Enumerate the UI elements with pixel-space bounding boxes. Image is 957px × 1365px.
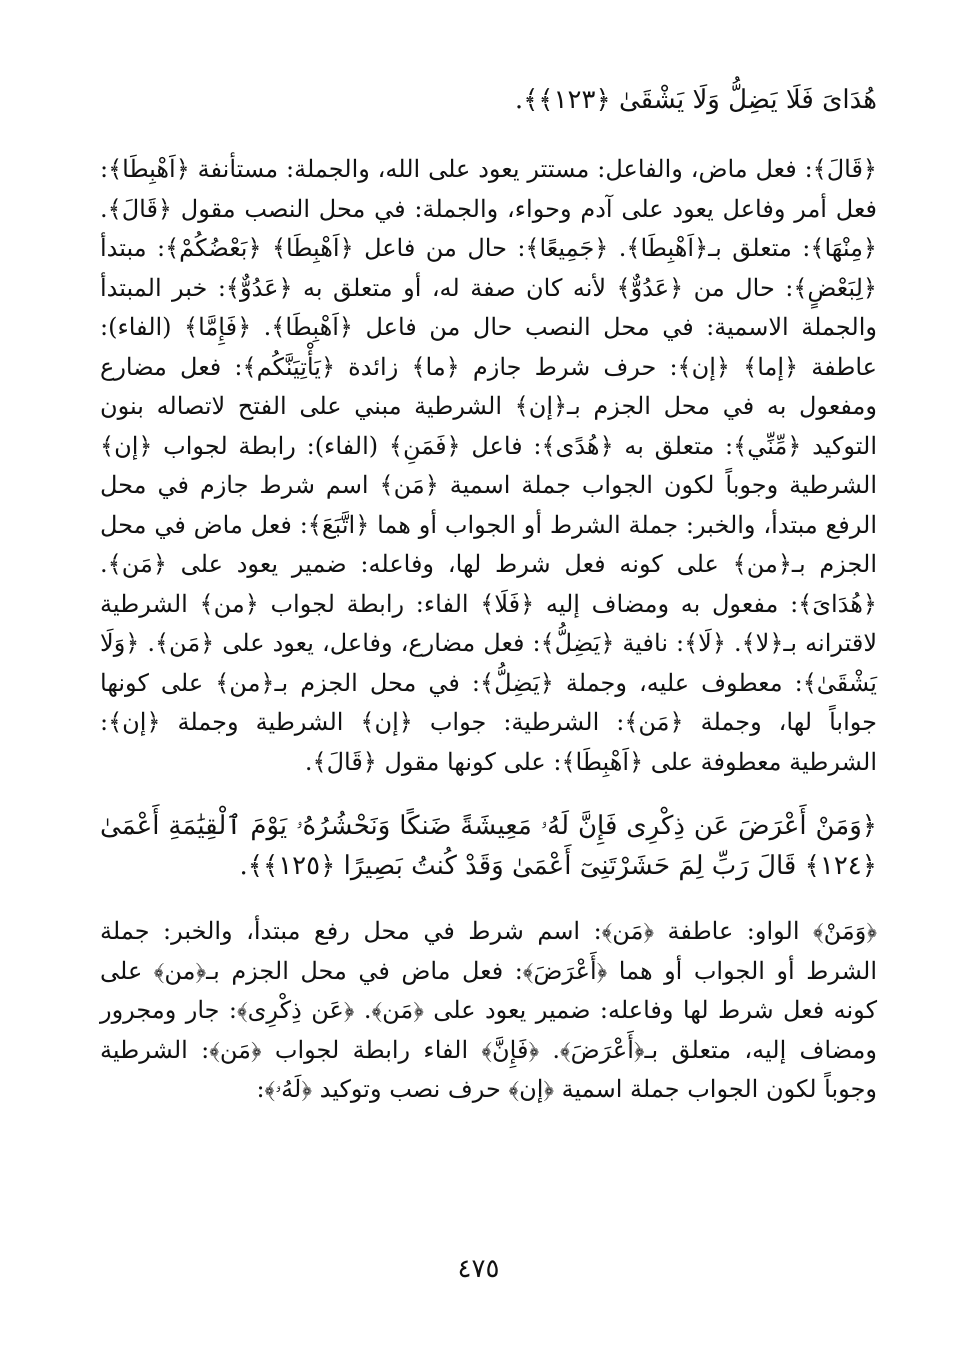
verse-block-124-125: ﴿وَمَنْ أَعْرَضَ عَن ذِكْرِى فَإِنَّ لَهُۥ مَعِيشَةً ضَنكًا وَنَحْشُرُهُۥ يَوْمَ ٱلْقِيَٰمَةِ أَعْمَىٰ ﴿١٢٤﴾ قَالَ رَبِّ لِمَ حَشَرْتَنِىٓ أَعْمَىٰ وَقَدْ كُنتُ بَصِيرًا ﴿١٢٥﴾﴾. [100,811,877,881]
commentary-paragraph-1: ﴿قَالَ﴾: فعل ماض، والفاعل: مستتر يعود على الله، والجملة: مستأنفة ﴿اَهْبِطَا﴾: فعل أمر وفاعل يعود على آدم وحواء، والجملة: في محل النصب مقول ﴿قَالَ﴾. ﴿مِنْهَا﴾: متعلق بـ﴿اَهْبِطَا﴾. ﴿جَمِيعًا﴾: حال من فاعل ﴿اَهْبِطَا﴾ ﴿بَعْضُكُمْ﴾: مبتدأ ﴿لِبَعْضٍ﴾: حال من ﴿عَدُوٌّ﴾ لأنه كان صفة له، أو متعلق به ﴿عَدُوٌّ﴾: خبر المبتدأ والجملة الاسمية: في محل النصب حال من فاعل ﴿اَهْبِطَا﴾. ﴿فَإِمَّا﴾ (الفاء): عاطفة ﴿إما﴾ ﴿إن﴾: حرف شرط جازم ﴿ما﴾ زائدة ﴿يَأْتِيَنَّكُم﴾: فعل مضارع ومفعول به في محل الجزم بـ﴿إن﴾ الشرطية مبني على الفتح لاتصاله بنون التوكيد ﴿مِّنِّي﴾: متعلق به ﴿هُدًى﴾: فاعل ﴿فَمَنِ﴾ (الفاء): رابطة لجواب ﴿إن﴾ الشرطية وجوباً لكون الجواب جملة اسمية ﴿مَن﴾ اسم شرط جازم في محل الرفع مبتدأ، والخبر: جملة الشرط أو الجواب أو هما ﴿اتَّبَعَ﴾: فعل ماض في محل الجزم بـ﴿من﴾ على كونه فعل شرط لها، وفاعله: ضمير يعود على ﴿مَن﴾. ﴿هُدَاىَ﴾: مفعول به ومضاف إليه ﴿فَلَا﴾ الفاء: رابطة لجواب ﴿من﴾ الشرطية لاقترانه بـ﴿لا﴾. ﴿لَا﴾: نافية ﴿يَضِلُّ﴾: فعل مضارع، وفاعل، يعود على ﴿مَن﴾. ﴿وَلَا يَشْقَىٰ﴾: معطوف عليه، وجملة ﴿يَضِلُّ﴾: في محل الجزم بـ﴿من﴾ على كونها جواباً لها، وجملة ﴿مَن﴾: الشرطية: جواب ﴿إن﴾ الشرطية وجملة ﴿إن﴾: الشرطية معطوفة على ﴿اَهْبِطَا﴾: على كونها مقول ﴿قَالَ﴾. [100,155,878,776]
page-content [100,80,877,1134]
verse-continuation: هُدَاىَ فَلَا يَضِلُّ وَلَا يَشْقَىٰ ﴿١٢٣﴾﴾. [514,85,877,115]
page-number: ٤٧٥ [457,1254,500,1284]
commentary-paragraph-2: ﴿وَمَنْ﴾ الواو: عاطفة ﴿مَن﴾: اسم شرط في محل رفع مبتدأ، والخبر: جملة الشرط أو الجواب أو هما ﴿أَعْرَضَ﴾: فعل ماض في محل الجزم بـ﴿من﴾ على كونه فعل شرط لها وفاعله: ضمير يعود على ﴿مَن﴾. ﴿عَن ذِكْرِى﴾: جار ومجرور ومضاف إليه، متعلق بـ﴿أَعْرَضَ﴾. ﴿فَإِنَّ﴾ الفاء رابطة لجواب ﴿مَن﴾: الشرطية وجوباً لكون الجواب جملة اسمية ﴿إن﴾ حرف نصب وتوكيد ﴿لَهُۥ﴾: [100,917,877,1103]
